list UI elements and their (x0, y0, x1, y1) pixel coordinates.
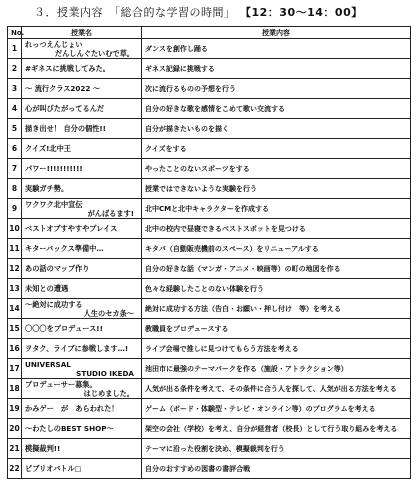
class-name (22, 99, 142, 119)
row-number: 13 (8, 279, 22, 299)
class-content: テーマに沿った役割を決め、模擬裁判を行う (142, 439, 411, 459)
class-name-line1: 描き出せ！ 自分の個性!! (25, 124, 106, 133)
class-name (22, 419, 142, 439)
class-name-line2: STUDIO IKEDA (76, 368, 134, 378)
class-name (22, 219, 142, 239)
class-name-line1: 未知との遭遇 (25, 284, 69, 293)
class-content: 絶対に成功する方法（告白・お願い・押し付け 等）を考える (142, 299, 411, 319)
class-name (22, 259, 142, 279)
table-row (8, 39, 411, 59)
class-name (22, 39, 142, 59)
class-name-line1: ベストオブすやすやプレイス (25, 224, 118, 233)
class-content: ダンスを創作し踊る (142, 39, 411, 59)
class-content: クイズをする (142, 139, 411, 159)
row-number: 9 (8, 199, 22, 219)
class-name-line1: かみゲー が あらわれた！ (25, 404, 119, 413)
table-row (8, 459, 411, 479)
class-name-line1: ～ 流行クラス2022 ～ (25, 84, 101, 93)
table-row (8, 179, 411, 199)
class-name-line1: ～絶対に成功する (25, 299, 83, 309)
row-number: 20 (8, 419, 22, 439)
row-number: 4 (8, 99, 22, 119)
class-content: キタバ（自動販売機前のスペース）をリニューアルする (142, 239, 411, 259)
class-name (22, 459, 142, 479)
column-header-class-name: 授業名 (22, 27, 142, 39)
table-header-row (8, 27, 411, 39)
class-name-line2: がんばるます! (87, 208, 134, 218)
class-name-line2: だんしんぐたいむで草。 (54, 48, 134, 58)
table-row (8, 139, 411, 159)
table-row (8, 119, 411, 139)
row-number: 11 (8, 239, 22, 259)
class-name (22, 119, 142, 139)
section-title: ３．授業内容 「総合的な学習の時間」 (34, 6, 236, 19)
table-row (8, 59, 411, 79)
class-name (22, 379, 142, 399)
table-row (8, 159, 411, 179)
table-row (8, 199, 411, 219)
class-name (22, 59, 142, 79)
table-row (8, 259, 411, 279)
class-name (22, 439, 142, 459)
table-row (8, 319, 411, 339)
class-name (22, 319, 142, 339)
class-content: 北中の校内で昼寝できるベストスポットを見つける (142, 219, 411, 239)
table-row (8, 359, 411, 379)
row-number: 6 (8, 139, 22, 159)
time-range: 【12：30～14：00】 (245, 6, 363, 19)
class-name-line1: UNIVERSAL (25, 359, 71, 369)
class-name (22, 399, 142, 419)
row-number: 21 (8, 439, 22, 459)
column-header-content: 授業内容 (142, 27, 411, 39)
class-content: 自分が描きたいものを描く (142, 119, 411, 139)
table-row (8, 439, 411, 459)
class-name-line2: 人生のセカ条～ (83, 308, 134, 318)
class-name-line1: ～わたしのBEST SHOP～ (25, 424, 114, 433)
row-number: 15 (8, 319, 22, 339)
class-name-line1: キターバックス準備中… (25, 244, 104, 253)
class-name (22, 279, 142, 299)
class-name-line1: 〇〇〇をプロデュース!! (25, 324, 103, 333)
class-name-line1: あの話のマップ作り (25, 264, 90, 273)
class-content: 池田市に最強のテーマパークを作る（施設・アトラクション等） (142, 359, 411, 379)
class-name (22, 79, 142, 99)
class-name-line1: プロデューサー募集。 (25, 379, 97, 389)
class-name-line1: クイズ!北中王 (25, 144, 71, 153)
row-number: 14 (8, 299, 22, 319)
column-header-no: No. (8, 27, 22, 39)
class-name-line2: はじめました。 (83, 388, 134, 398)
class-content: 次に流行るものの予想を行う (142, 79, 411, 99)
table-row (8, 379, 411, 399)
class-name-line1: パワー!!!!!!!!!!! (25, 164, 83, 173)
row-number: 18 (8, 379, 22, 399)
class-name-line1: れっつえんじょい (25, 39, 83, 49)
row-number: 5 (8, 119, 22, 139)
class-name-line1: #ギネスに挑戦してみた。 (25, 64, 110, 73)
row-number: 12 (8, 259, 22, 279)
table-row (8, 339, 411, 359)
class-content: ギネス記録に挑戦する (142, 59, 411, 79)
table-row (8, 299, 411, 319)
row-number: 22 (8, 459, 22, 479)
class-content: 自分の好きな歌を感情をこめて歌い交流する (142, 99, 411, 119)
row-number: 7 (8, 159, 22, 179)
class-name (22, 199, 142, 219)
table-row (8, 279, 411, 299)
class-name-line1: 模擬裁判!! (25, 444, 61, 453)
row-number: 17 (8, 359, 22, 379)
class-name (22, 139, 142, 159)
section-heading (34, 4, 363, 20)
table-row (8, 99, 411, 119)
class-name (22, 339, 142, 359)
class-name-line1: 実験ガチ勢。 (25, 184, 69, 193)
class-name (22, 299, 142, 319)
row-number: 1 (8, 39, 22, 59)
class-content: やったことのないスポーツをする (142, 159, 411, 179)
class-name-line1: ビブリオバトル□ (25, 464, 82, 473)
class-name (22, 239, 142, 259)
class-content: 自分のおすすめの図書の書評合戦 (142, 459, 411, 479)
table-row (8, 79, 411, 99)
class-content: 北中CMと北中キャラクターを作成する (142, 199, 411, 219)
table-row (8, 419, 411, 439)
row-number: 8 (8, 179, 22, 199)
class-content: 教職員をプロデュースする (142, 319, 411, 339)
table-row (8, 399, 411, 419)
row-number: 19 (8, 399, 22, 419)
table-row (8, 239, 411, 259)
class-table (7, 26, 411, 479)
row-number: 3 (8, 79, 22, 99)
row-number: 2 (8, 59, 22, 79)
table-row (8, 219, 411, 239)
class-content: 授業ではできないような実験を行う (142, 179, 411, 199)
row-number: 10 (8, 219, 22, 239)
class-name (22, 179, 142, 199)
row-number: 16 (8, 339, 22, 359)
class-content: 色々な経験したことのない体験を行う (142, 279, 411, 299)
class-name-line1: ヲタク、ライブに参戦します…! (25, 344, 129, 353)
table-body (8, 39, 411, 479)
class-name-line1: 心が叫びたがってるんだ (25, 104, 105, 113)
class-name (22, 159, 142, 179)
class-name-line1: ワクワク北中宣伝 (25, 199, 83, 209)
class-name (22, 359, 142, 379)
class-content: 人気が出る条件を考えて、その条件に合う人を探して、人気が出る方法を考える (142, 379, 411, 399)
class-content: ライブ会場で推しに見つけてもらう方法を考える (142, 339, 411, 359)
class-content: 架空の会社（学校）を考え、自分が経営者（校長）として行う取り組みを考える (142, 419, 411, 439)
class-content: ゲーム（ボード・体験型・テレビ・オンライン等）のプログラムを考える (142, 399, 411, 419)
class-content: 自分の好きな話（マンガ・アニメ・映画等）の町の地図を作る (142, 259, 411, 279)
